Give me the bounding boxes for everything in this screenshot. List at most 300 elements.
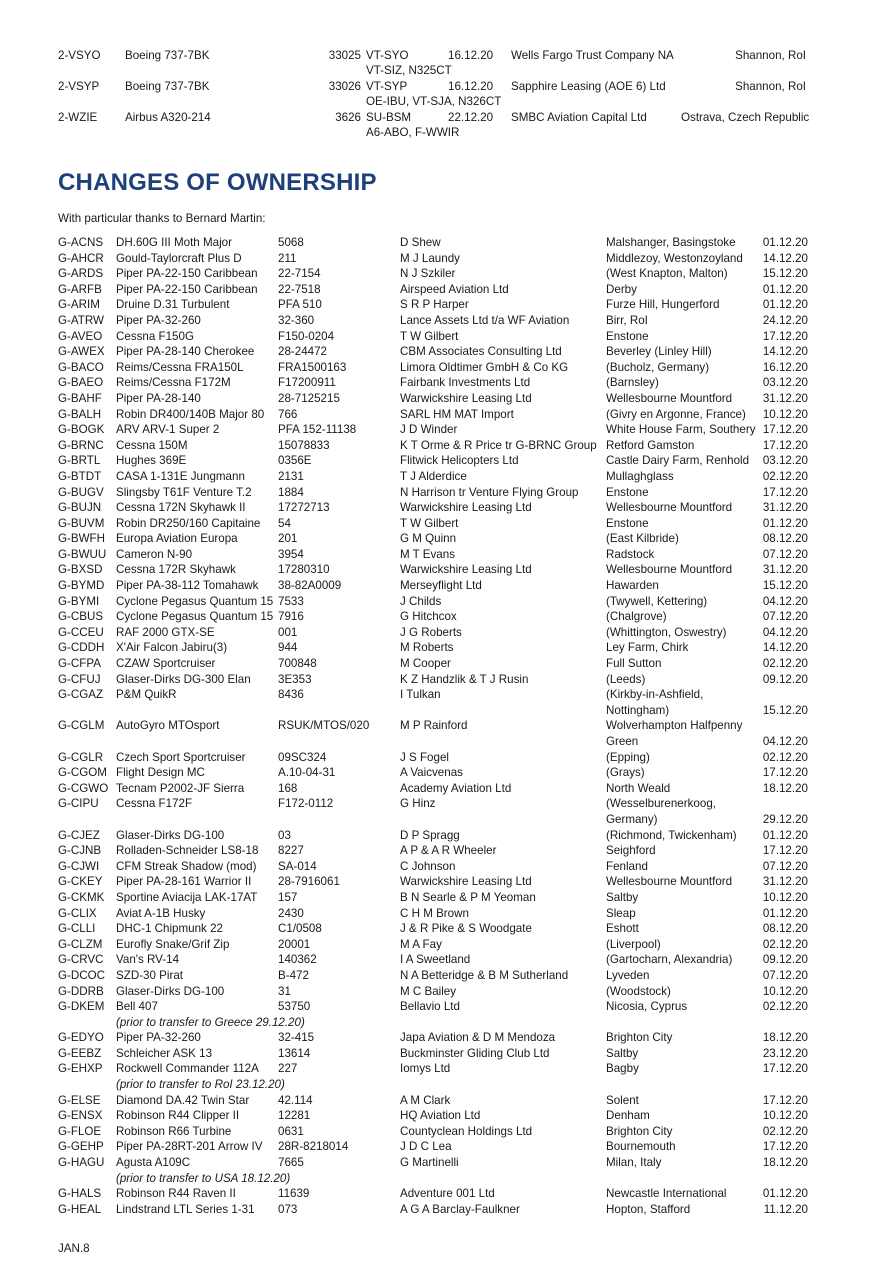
msn-cell: 32-360 bbox=[278, 313, 315, 327]
aircraft-type-cell: Rolladen-Schneider LS8-18 bbox=[116, 844, 259, 858]
location-line: Nicosia, Cyprus bbox=[606, 1000, 688, 1014]
ownership-row bbox=[58, 859, 808, 875]
msn-cell: 28-7916061 bbox=[278, 875, 340, 889]
msn-cell: 201 bbox=[278, 532, 298, 546]
location-cell bbox=[606, 360, 758, 376]
registration-cell: G-DDRB bbox=[58, 984, 104, 998]
aircraft-type-cell: Robinson R44 Clipper II bbox=[116, 1109, 240, 1123]
ownership-row bbox=[58, 781, 808, 797]
date-cell: 01.12.20 bbox=[762, 298, 808, 312]
location-cell: Ostrava, Czech Republic bbox=[681, 111, 810, 124]
owner-cell: I Tulkan bbox=[400, 688, 441, 702]
aircraft-type-cell: Rockwell Commander 112A bbox=[116, 1062, 259, 1076]
location-line: (Woodstock) bbox=[606, 984, 671, 998]
aircraft-type-cell: Piper PA-28-140 Cherokee bbox=[116, 345, 255, 359]
location-cell bbox=[606, 500, 758, 516]
date-cell: 02.12.20 bbox=[762, 1000, 808, 1014]
aircraft-type-cell: Hughes 369E bbox=[116, 454, 187, 468]
location-cell bbox=[606, 765, 758, 781]
date-cell: 18.12.20 bbox=[762, 1031, 808, 1045]
ownership-row bbox=[58, 313, 808, 329]
date-cell: 17.12.20 bbox=[762, 844, 808, 858]
date-cell: 02.12.20 bbox=[762, 469, 808, 483]
msn-cell: 211 bbox=[278, 251, 297, 265]
registration-cell: G-CFUJ bbox=[58, 672, 101, 686]
aircraft-type-cell: Aviat A-1B Husky bbox=[116, 906, 206, 920]
owner-cell: M P Rainford bbox=[400, 719, 468, 733]
ownership-row bbox=[58, 235, 808, 251]
date-cell: 15.12.20 bbox=[762, 267, 808, 281]
owner-cell: N A Betteridge & B M Sutherland bbox=[400, 968, 569, 982]
date-cell: 10.12.20 bbox=[762, 407, 808, 421]
aircraft-type-cell: Flight Design MC bbox=[116, 766, 205, 780]
location-cell bbox=[606, 640, 758, 656]
location-cell bbox=[606, 516, 758, 532]
registration-cell: G-ELSE bbox=[58, 1093, 101, 1107]
location-cell bbox=[606, 594, 758, 610]
owner-cell: SMBC Aviation Capital Ltd bbox=[511, 111, 647, 124]
location-cell bbox=[606, 1186, 758, 1202]
owner-cell: Japa Aviation & D M Mendoza bbox=[400, 1031, 556, 1045]
location-cell: Shannon, RoI bbox=[735, 80, 806, 93]
location-cell bbox=[606, 687, 758, 718]
intro-text: With particular thanks to Bernard Martin: bbox=[58, 212, 266, 225]
ownership-row bbox=[58, 422, 808, 438]
ownership-row bbox=[58, 516, 808, 532]
date-cell: 04.12.20 bbox=[762, 594, 808, 608]
msn-cell: 12281 bbox=[278, 1109, 311, 1123]
aircraft-type-cell: X'Air Falcon Jabiru(3) bbox=[116, 641, 228, 655]
ownership-row bbox=[58, 750, 808, 766]
previous-identity: SU-BSM bbox=[366, 111, 412, 124]
msn-cell: 7916 bbox=[278, 610, 304, 624]
date-cell: 08.12.20 bbox=[762, 922, 808, 936]
location-line: Hopton, Stafford bbox=[606, 1202, 691, 1216]
msn-cell: 7665 bbox=[278, 1156, 304, 1170]
location-line: Castle Dairy Farm, Renhold bbox=[606, 454, 750, 468]
location-cell bbox=[606, 485, 758, 501]
aircraft-type-cell: Czech Sport Sportcruiser bbox=[116, 750, 246, 764]
aircraft-type-cell: DHC-1 Chipmunk 22 bbox=[116, 922, 223, 936]
registration-cell: G-AVEO bbox=[58, 329, 103, 343]
location-line: Enstone bbox=[606, 516, 649, 530]
owner-cell: Iomys Ltd bbox=[400, 1062, 451, 1076]
owner-cell: G Martinelli bbox=[400, 1156, 459, 1170]
location-line: Bournemouth bbox=[606, 1140, 676, 1154]
register-row bbox=[58, 48, 806, 79]
location-line-2: Green bbox=[606, 735, 639, 748]
ownership-row bbox=[58, 297, 808, 313]
aircraft-type-cell: Piper PA-28RT-201 Arrow IV bbox=[116, 1140, 263, 1154]
registration-cell: G-BWFH bbox=[58, 532, 106, 546]
date-cell: 31.12.20 bbox=[762, 391, 808, 405]
ownership-row bbox=[58, 375, 808, 391]
msn-cell: 38-82A0009 bbox=[278, 579, 342, 593]
location-line: Sleap bbox=[606, 906, 636, 920]
location-cell bbox=[606, 843, 758, 859]
location-cell bbox=[606, 344, 758, 360]
transfer-note-row bbox=[58, 1171, 808, 1187]
owner-cell: Flitwick Helicopters Ltd bbox=[400, 454, 519, 468]
date-cell: 15.12.20 bbox=[762, 579, 808, 593]
msn-cell: 17272713 bbox=[278, 501, 330, 515]
ownership-row bbox=[58, 438, 808, 454]
ownership-row bbox=[58, 453, 808, 469]
registration-cell: G-CDDH bbox=[58, 641, 105, 655]
registration-cell: G-AWEX bbox=[58, 345, 105, 359]
location-line: Wellesbourne Mountford bbox=[606, 391, 733, 405]
note-spacer bbox=[58, 1077, 116, 1093]
date-cell: 07.12.20 bbox=[762, 610, 808, 624]
date-cell: 31.12.20 bbox=[762, 563, 808, 577]
location-line: Retford Gamston bbox=[606, 438, 695, 452]
location-cell bbox=[606, 391, 758, 407]
msn-cell: A.10-04-31 bbox=[278, 766, 336, 780]
location-cell bbox=[606, 1124, 758, 1140]
owner-cell: T W Gilbert bbox=[400, 516, 459, 530]
registration-cell: G-CIPU bbox=[58, 797, 99, 811]
aircraft-type-cell: Robinson R66 Turbine bbox=[116, 1124, 232, 1138]
location-cell bbox=[606, 469, 758, 485]
location-line: Newcastle International bbox=[606, 1187, 727, 1201]
ownership-row bbox=[58, 1061, 808, 1077]
aircraft-type-cell: Piper PA-28-140 bbox=[116, 391, 201, 405]
ownership-row bbox=[58, 937, 808, 953]
date-cell: 17.12.20 bbox=[762, 1140, 808, 1154]
registration-cell: G-CGLM bbox=[58, 719, 105, 733]
date-cell: 09.12.20 bbox=[762, 953, 808, 967]
ownership-row bbox=[58, 1093, 808, 1109]
registration-cell: G-CBUS bbox=[58, 610, 104, 624]
location-line: Enstone bbox=[606, 485, 649, 499]
date-cell: 07.12.20 bbox=[762, 859, 808, 873]
registration-cell: G-CLZM bbox=[58, 937, 103, 951]
location-cell bbox=[606, 1093, 758, 1109]
location-line: Mullaghglass bbox=[606, 469, 674, 483]
location-line: (Barnsley) bbox=[606, 376, 659, 390]
msn-cell: F150-0204 bbox=[278, 329, 335, 343]
date-cell: 17.12.20 bbox=[762, 438, 808, 452]
aircraft-type-cell: Glaser-Dirks DG-300 Elan bbox=[116, 672, 251, 686]
ownership-row bbox=[58, 952, 808, 968]
date-cell: 01.12.20 bbox=[762, 516, 808, 530]
msn-cell: 33025 bbox=[328, 49, 361, 62]
owner-cell: K Z Handzlik & T J Rusin bbox=[400, 672, 529, 686]
date-cell: 10.12.20 bbox=[762, 984, 808, 998]
ownership-row bbox=[58, 672, 808, 688]
msn-cell: 0631 bbox=[278, 1124, 304, 1138]
date-cell: 04.12.20 bbox=[762, 625, 808, 639]
location-cell bbox=[606, 282, 758, 298]
owner-cell: N J Szkiler bbox=[400, 267, 456, 281]
aircraft-type-cell: Cessna 172R Skyhawk bbox=[116, 563, 236, 577]
date-cell: 23.12.20 bbox=[762, 1046, 808, 1060]
location-line: North Weald bbox=[606, 781, 671, 795]
location-line: (Gartocharn, Alexandria) bbox=[606, 953, 733, 967]
ownership-row bbox=[58, 266, 808, 282]
location-cell bbox=[606, 937, 758, 953]
msn-cell: 227 bbox=[278, 1062, 298, 1076]
note-spacer bbox=[58, 1171, 116, 1187]
registration-cell: G-AHCR bbox=[58, 251, 104, 265]
aircraft-type-cell: Piper PA-28-161 Warrior II bbox=[116, 875, 252, 889]
date-cell: 16.12.20 bbox=[448, 80, 494, 93]
location-cell bbox=[606, 718, 758, 749]
location-line: Saltby bbox=[606, 1046, 639, 1060]
aircraft-type-cell: Boeing 737-7BK bbox=[125, 49, 210, 62]
location-line: Milan, Italy bbox=[606, 1156, 662, 1170]
registration-cell: G-CGWO bbox=[58, 781, 109, 795]
aircraft-type-cell: Robin DR400/140B Major 80 bbox=[116, 407, 265, 421]
owner-cell: Countyclean Holdings Ltd bbox=[400, 1124, 533, 1138]
msn-cell: 22-7154 bbox=[278, 267, 321, 281]
msn-cell: 22-7518 bbox=[278, 282, 321, 296]
location-cell bbox=[606, 235, 758, 251]
registration-cell: G-BXSD bbox=[58, 563, 103, 577]
msn-cell: 17280310 bbox=[278, 563, 330, 577]
location-line: (Richmond, Twickenham) bbox=[606, 828, 737, 842]
msn-cell: 42.114 bbox=[278, 1093, 313, 1107]
owner-cell: Adventure 001 Ltd bbox=[400, 1187, 495, 1201]
previous-identities-history: OE-IBU, VT-SJA, N326CT bbox=[366, 95, 502, 108]
aircraft-type-cell: Slingsby T61F Venture T.2 bbox=[116, 485, 252, 499]
owner-cell: Academy Aviation Ltd bbox=[400, 781, 512, 795]
location-cell bbox=[606, 968, 758, 984]
location-cell bbox=[606, 453, 758, 469]
location-line-2: Nottingham) bbox=[606, 703, 670, 717]
ownership-row bbox=[58, 890, 808, 906]
registration-cell: G-CCEU bbox=[58, 625, 104, 639]
registration-cell: G-BTDT bbox=[58, 469, 102, 483]
location-line: (Chalgrove) bbox=[606, 610, 667, 624]
location-cell bbox=[606, 750, 758, 766]
location-line: (Kirkby-in-Ashfield, bbox=[606, 688, 704, 702]
ownership-row bbox=[58, 999, 808, 1015]
ownership-row bbox=[58, 968, 808, 984]
owner-cell: D P Spragg bbox=[400, 828, 460, 842]
location-cell bbox=[606, 1108, 758, 1124]
msn-cell: 700848 bbox=[278, 657, 317, 671]
previous-identity: VT-SYO bbox=[366, 49, 409, 62]
date-cell: 17.12.20 bbox=[762, 1062, 808, 1076]
aircraft-type-cell: Glaser-Dirks DG-100 bbox=[116, 828, 225, 842]
msn-cell: F172-0112 bbox=[278, 797, 334, 811]
location-line: Seighford bbox=[606, 844, 656, 858]
date-cell: 01.12.20 bbox=[762, 282, 808, 296]
registration-cell: G-BRTL bbox=[58, 454, 101, 468]
msn-cell: 31 bbox=[278, 984, 291, 998]
msn-cell: 140362 bbox=[278, 953, 317, 967]
msn-cell: 3626 bbox=[335, 111, 361, 124]
aircraft-type-cell: Sportine Aviacija LAK-17AT bbox=[116, 890, 258, 904]
date-cell: 02.12.20 bbox=[762, 1124, 808, 1138]
location-line: (Bucholz, Germany) bbox=[606, 360, 710, 374]
owner-cell: Lance Assets Ltd t/a WF Aviation bbox=[400, 313, 570, 327]
location-cell bbox=[606, 1139, 758, 1155]
msn-cell: 157 bbox=[278, 890, 298, 904]
registration-cell: G-HEAL bbox=[58, 1202, 102, 1216]
owner-cell: M C Bailey bbox=[400, 984, 457, 998]
page-footer: JAN.8 bbox=[58, 1242, 90, 1255]
msn-cell: B-472 bbox=[278, 968, 309, 982]
previous-identity: VT-SYP bbox=[366, 80, 408, 93]
date-cell: 29.12.20 bbox=[762, 812, 808, 826]
aircraft-type-cell: Robin DR250/160 Capitaine bbox=[116, 516, 261, 530]
msn-cell: 3E353 bbox=[278, 672, 312, 686]
msn-cell: 001 bbox=[278, 625, 298, 639]
location-cell bbox=[606, 1030, 758, 1046]
location-line: Enstone bbox=[606, 329, 649, 343]
owner-cell: J D C Lea bbox=[400, 1140, 452, 1154]
date-cell: 15.12.20 bbox=[762, 703, 808, 717]
msn-cell: SA-014 bbox=[278, 859, 317, 873]
location-line: (East Kilbride) bbox=[606, 532, 679, 546]
location-line: Wellesbourne Mountford bbox=[606, 563, 733, 577]
owner-cell: Limora Oldtimer GmbH & Co KG bbox=[400, 360, 569, 374]
ownership-row bbox=[58, 282, 808, 298]
ownership-row bbox=[58, 531, 808, 547]
ownership-row bbox=[58, 906, 808, 922]
aircraft-type-cell: Tecnam P2002-JF Sierra bbox=[116, 781, 245, 795]
aircraft-type-cell: CZAW Sportcruiser bbox=[116, 657, 216, 671]
msn-cell: RSUK/MTOS/020 bbox=[278, 719, 370, 733]
date-cell: 17.12.20 bbox=[762, 485, 808, 499]
registration-cell: G-ARIM bbox=[58, 298, 100, 312]
owner-cell: Warwickshire Leasing Ltd bbox=[400, 563, 532, 577]
location-line: Birr, RoI bbox=[606, 313, 648, 327]
aircraft-type-cell: CFM Streak Shadow (mod) bbox=[116, 859, 257, 873]
date-cell: 07.12.20 bbox=[762, 968, 808, 982]
aircraft-type-cell: Piper PA-32-260 bbox=[116, 1031, 201, 1045]
location-cell bbox=[606, 984, 758, 1000]
date-cell: 01.12.20 bbox=[762, 828, 808, 842]
location-cell bbox=[606, 266, 758, 282]
msn-cell: 13614 bbox=[278, 1046, 311, 1060]
registration-cell: G-BYMI bbox=[58, 594, 100, 608]
aircraft-type-cell: Gould-Taylorcraft Plus D bbox=[116, 251, 242, 265]
date-cell: 10.12.20 bbox=[762, 1109, 808, 1123]
location-line: (West Knapton, Malton) bbox=[606, 267, 728, 281]
msn-cell: 2430 bbox=[278, 906, 304, 920]
date-cell: 03.12.20 bbox=[762, 454, 808, 468]
registration-cell: G-CGAZ bbox=[58, 688, 104, 702]
section-title: CHANGES OF OWNERSHIP bbox=[58, 169, 377, 196]
aircraft-type-cell: Piper PA-22-150 Caribbean bbox=[116, 267, 258, 281]
ownership-row bbox=[58, 391, 808, 407]
date-cell: 16.12.20 bbox=[762, 360, 808, 374]
registration-cell: G-BAHF bbox=[58, 391, 102, 405]
registration-cell: G-CGLR bbox=[58, 750, 104, 764]
owner-cell: B N Searle & P M Yeoman bbox=[400, 890, 536, 904]
ownership-row bbox=[58, 1139, 808, 1155]
registration-cell: G-EHXP bbox=[58, 1062, 103, 1076]
date-cell: 01.12.20 bbox=[762, 1187, 808, 1201]
location-line: Denham bbox=[606, 1109, 650, 1123]
registration-cell: G-ATRW bbox=[58, 313, 104, 327]
date-cell: 18.12.20 bbox=[762, 1156, 808, 1170]
msn-cell: 5068 bbox=[278, 236, 304, 249]
location-cell bbox=[606, 547, 758, 563]
owner-cell: Wells Fargo Trust Company NA bbox=[511, 49, 674, 62]
note-spacer bbox=[58, 1015, 116, 1031]
ownership-row bbox=[58, 796, 808, 827]
msn-cell: C1/0508 bbox=[278, 922, 322, 936]
ownership-changes-table bbox=[58, 235, 808, 1217]
registration-cell: 2-VSYO bbox=[58, 49, 101, 62]
msn-cell: 53750 bbox=[278, 1000, 311, 1014]
ownership-row bbox=[58, 1202, 808, 1218]
ownership-row bbox=[58, 578, 808, 594]
ownership-row bbox=[58, 1155, 808, 1171]
location-cell: Shannon, RoI bbox=[735, 49, 806, 62]
location-line: (Grays) bbox=[606, 766, 645, 780]
location-cell bbox=[606, 921, 758, 937]
location-line: (Wesselburenerkoog, bbox=[606, 797, 716, 811]
aircraft-type-cell: CASA 1-131E Jungmann bbox=[116, 469, 245, 483]
location-line: Fenland bbox=[606, 859, 648, 873]
location-line: Radstock bbox=[606, 547, 655, 561]
aircraft-type-cell: Cessna 172N Skyhawk II bbox=[116, 501, 246, 515]
owner-cell: G Hitchcox bbox=[400, 610, 457, 624]
date-cell: 17.12.20 bbox=[762, 423, 808, 437]
owner-cell: J D Winder bbox=[400, 423, 458, 437]
registration-cell: G-DCOC bbox=[58, 968, 106, 982]
owner-cell: Bellavio Ltd bbox=[400, 1000, 460, 1014]
registration-cell: G-BWUU bbox=[58, 547, 107, 561]
registration-cell: G-CLIX bbox=[58, 906, 97, 920]
location-line: Hawarden bbox=[606, 579, 659, 593]
owner-cell: HQ Aviation Ltd bbox=[400, 1109, 481, 1123]
aircraft-type-cell: Airbus A320-214 bbox=[125, 111, 211, 124]
ownership-row bbox=[58, 640, 808, 656]
msn-cell: 1884 bbox=[278, 485, 304, 499]
owner-cell: T W Gilbert bbox=[400, 329, 459, 343]
owner-cell: S R P Harper bbox=[400, 298, 469, 312]
registration-cell: G-ACNS bbox=[58, 236, 104, 249]
location-cell bbox=[606, 438, 758, 454]
registration-cell: G-BUGV bbox=[58, 485, 104, 499]
registration-cell: G-CFPA bbox=[58, 657, 101, 671]
date-cell: 18.12.20 bbox=[762, 781, 808, 795]
msn-cell: 766 bbox=[278, 407, 298, 421]
location-cell bbox=[606, 1061, 758, 1077]
owner-cell: M A Fay bbox=[400, 937, 442, 951]
msn-cell: 8436 bbox=[278, 688, 304, 702]
owner-cell: G Hinz bbox=[400, 797, 436, 811]
msn-cell: 32-415 bbox=[278, 1031, 315, 1045]
aircraft-type-cell: Schleicher ASK 13 bbox=[116, 1046, 213, 1060]
owner-cell: Fairbank Investments Ltd bbox=[400, 376, 531, 390]
owner-cell: I A Sweetland bbox=[400, 953, 471, 967]
msn-cell: 073 bbox=[278, 1202, 298, 1216]
previous-identity-cell bbox=[366, 110, 460, 141]
aircraft-type-cell: ARV ARV-1 Super 2 bbox=[116, 423, 220, 437]
aircraft-type-cell: Glaser-Dirks DG-100 bbox=[116, 984, 225, 998]
date-cell: 14.12.20 bbox=[762, 345, 808, 359]
msn-cell: 28-7125215 bbox=[278, 391, 340, 405]
registration-cell: 2-WZIE bbox=[58, 111, 98, 124]
registration-cell: G-ARDS bbox=[58, 267, 104, 281]
ownership-row bbox=[58, 828, 808, 844]
location-line: Ley Farm, Chirk bbox=[606, 641, 689, 655]
msn-cell: 8227 bbox=[278, 844, 304, 858]
location-cell bbox=[606, 578, 758, 594]
location-cell bbox=[606, 796, 758, 827]
location-line-2: Germany) bbox=[606, 812, 658, 826]
ownership-row bbox=[58, 251, 808, 267]
registration-cell: G-DKEM bbox=[58, 1000, 105, 1014]
location-cell bbox=[606, 297, 758, 313]
